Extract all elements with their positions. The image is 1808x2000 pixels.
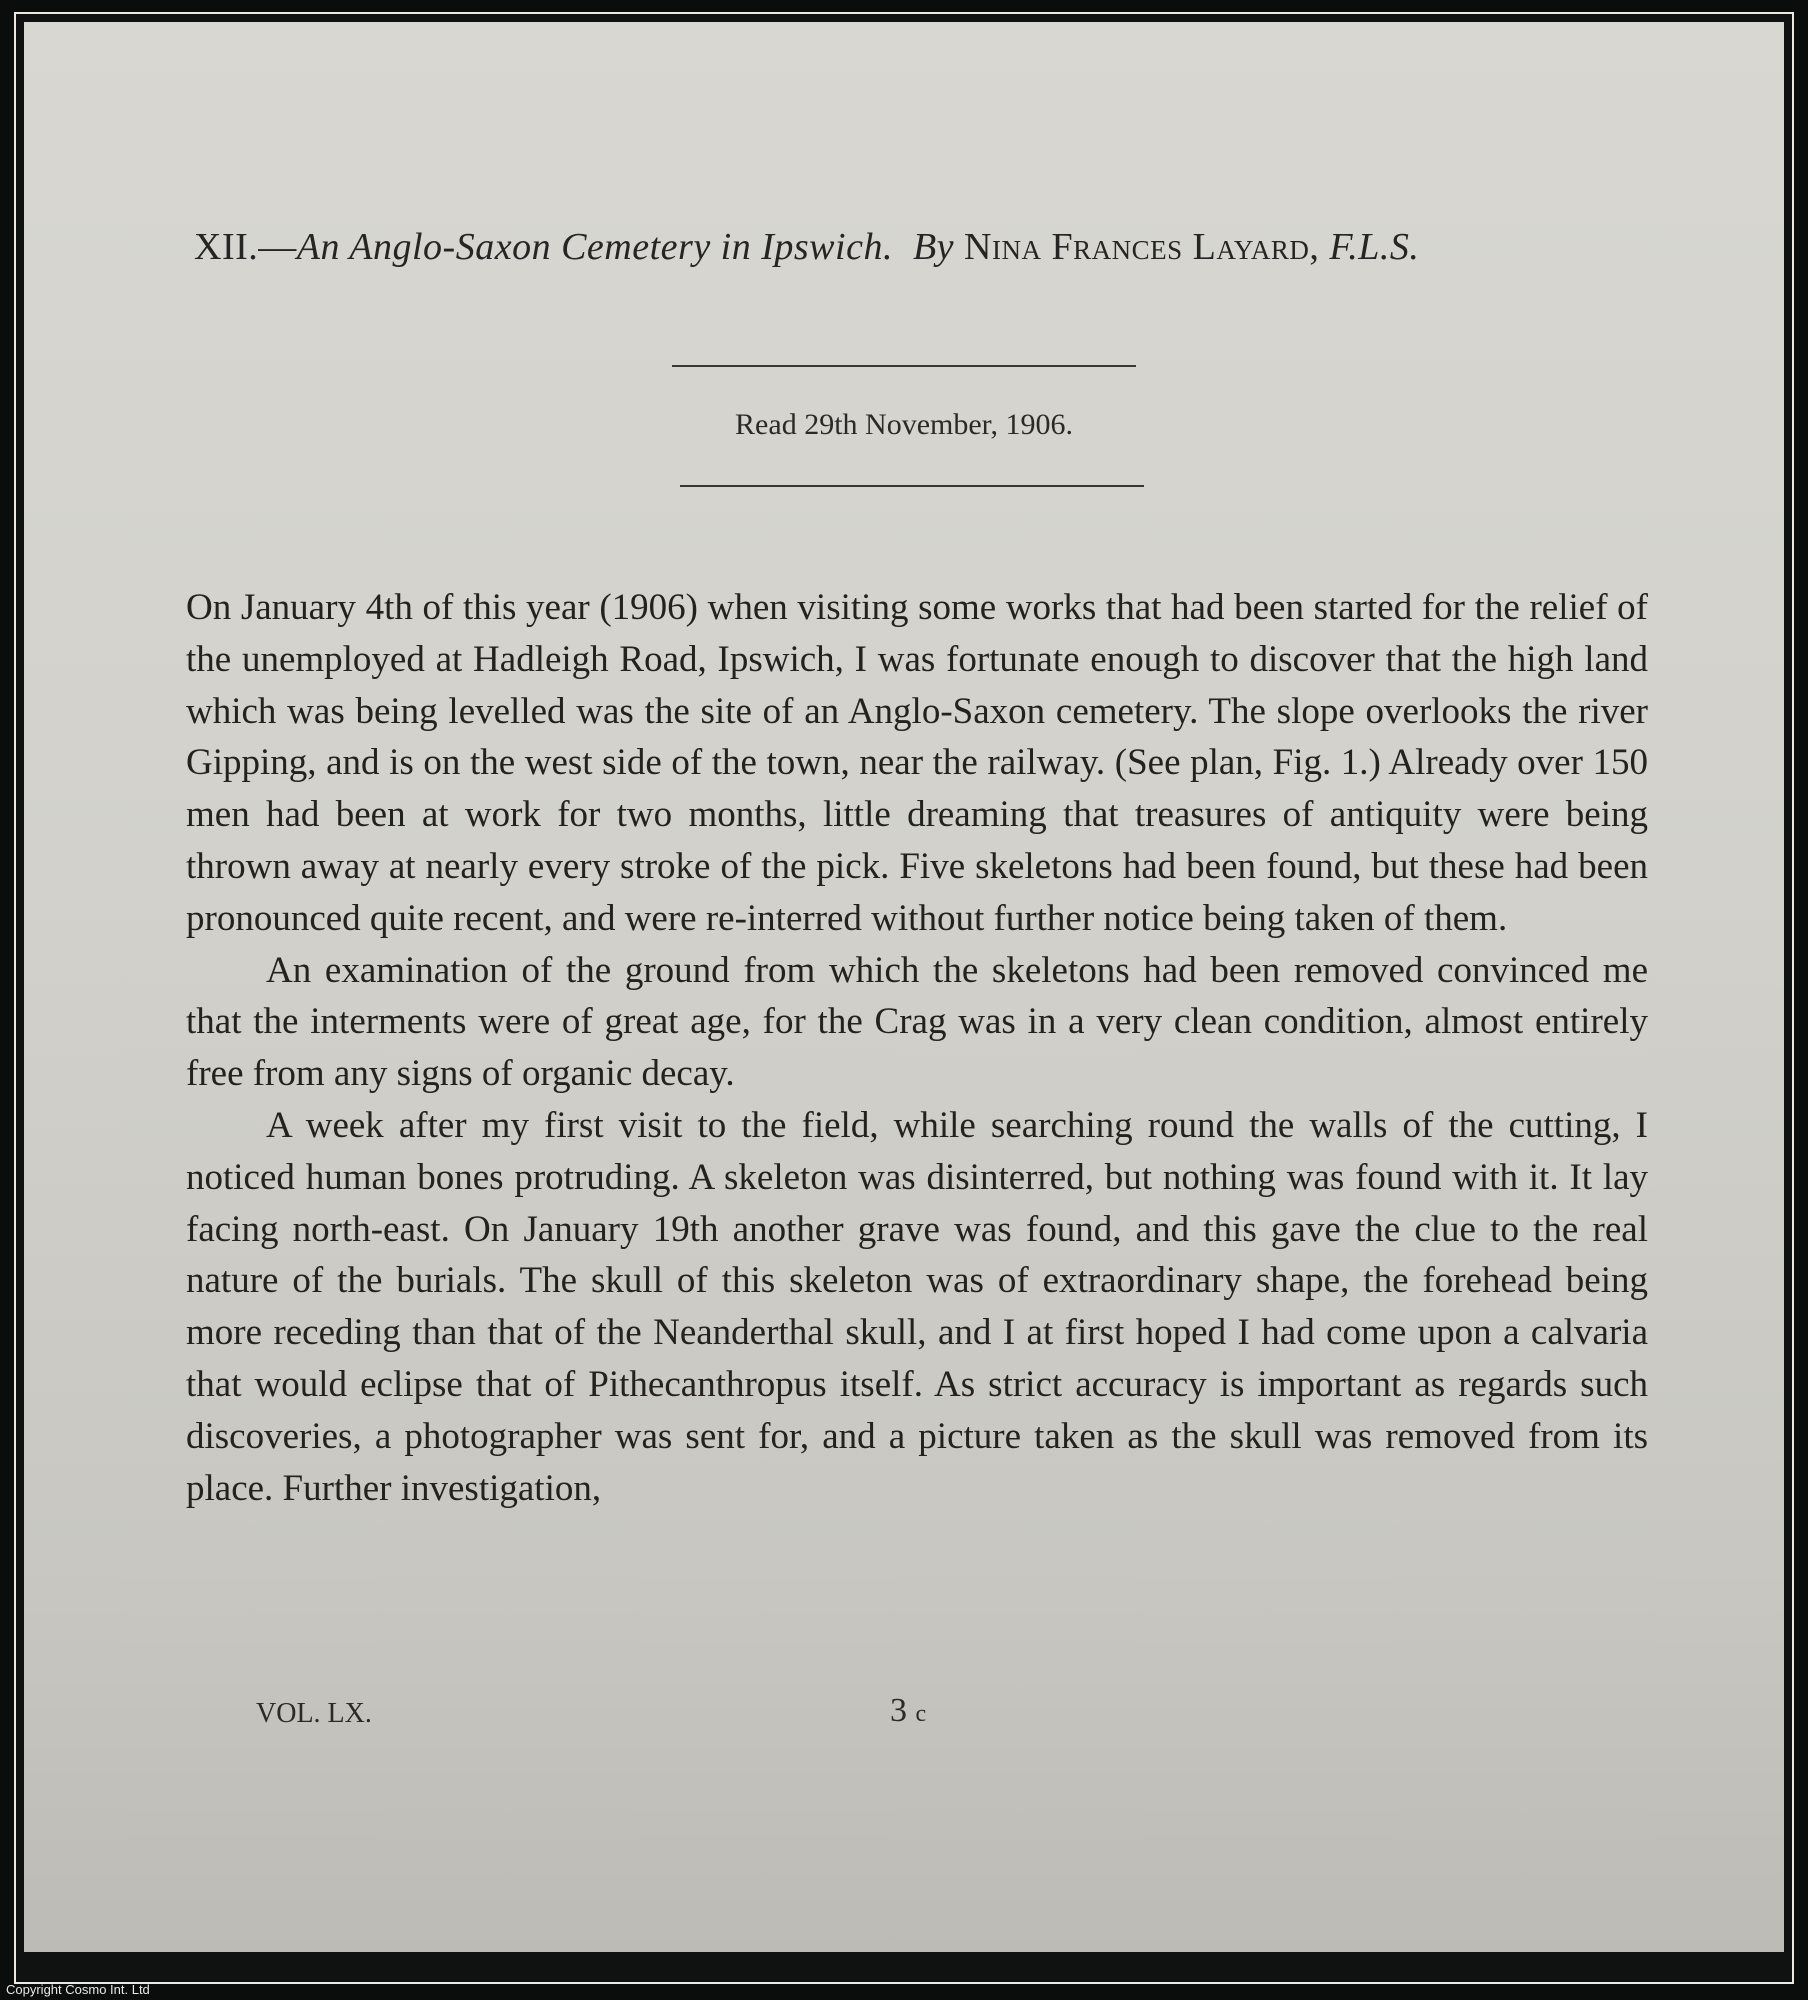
paragraph-3: A week after my first visit to the field, while searching round the walls of the cutting, I noticed human bones protruding. A skeleton was disinterred, but nothing was found with it. It lay facing north-east. On January 19th another grave was found, and this gave the clue to the real nature of the burials. The skull of this skeleton was of extraordinary shape, the forehead being more receding than that of the Neanderthal skull, and I at first hoped I had come upon a calvaria that would eclipse that of Pithecanthropus itself. As strict accuracy is important as regards such discoveries, a photographer was sent for, and a picture taken as the skull was removed from its place. Further investigation, (186, 1104, 1648, 1509)
signature-number: 3 (890, 1692, 907, 1729)
article-body (186, 582, 1648, 1514)
top-rule (672, 365, 1136, 367)
author-credentials: F.L.S. (1329, 226, 1420, 268)
article-title: An Anglo-Saxon Cemetery in Ipswich. (296, 226, 893, 268)
byline-by: By (912, 226, 955, 268)
signature-mark (890, 1692, 926, 1730)
author-name: Nina Frances Layard, (964, 226, 1320, 268)
volume-label: VOL. LX. (256, 1698, 372, 1729)
read-date: Read 29th November, 1906. (735, 408, 1073, 441)
copyright-watermark: Copyright Cosmo Int. Ltd (6, 1982, 150, 1997)
bottom-rule (680, 485, 1144, 487)
signature-letter: c (915, 1701, 927, 1727)
section-numeral: XII.— (194, 226, 297, 268)
article-heading (194, 225, 1419, 269)
paragraph-1: On January 4th of this year (1906) when visiting some works that had been started for the relief of the unemployed at Hadleigh Road, Ipswich, I was fortunate enough to discover that the high land which was being levelled was the site of an Anglo-Saxon cemetery. The slope overlooks the river Gipping, and is on the west side of the town, near the railway. (See plan, Fig. 1.) Already over 150 men had been at work for two months, little dreaming that treasures of antiquity were being thrown away at nearly every stroke of the pick. Five skeletons had been found, but these had been pronounced quite recent, and were re-interred without further notice being taken of them. (186, 587, 1648, 939)
paragraph-2: An examination of the ground from which the skeletons had been removed convinced me that the interments were of great age, for the Crag was in a very clean condition, almost entirely free from any signs of organic decay. (186, 949, 1648, 1095)
